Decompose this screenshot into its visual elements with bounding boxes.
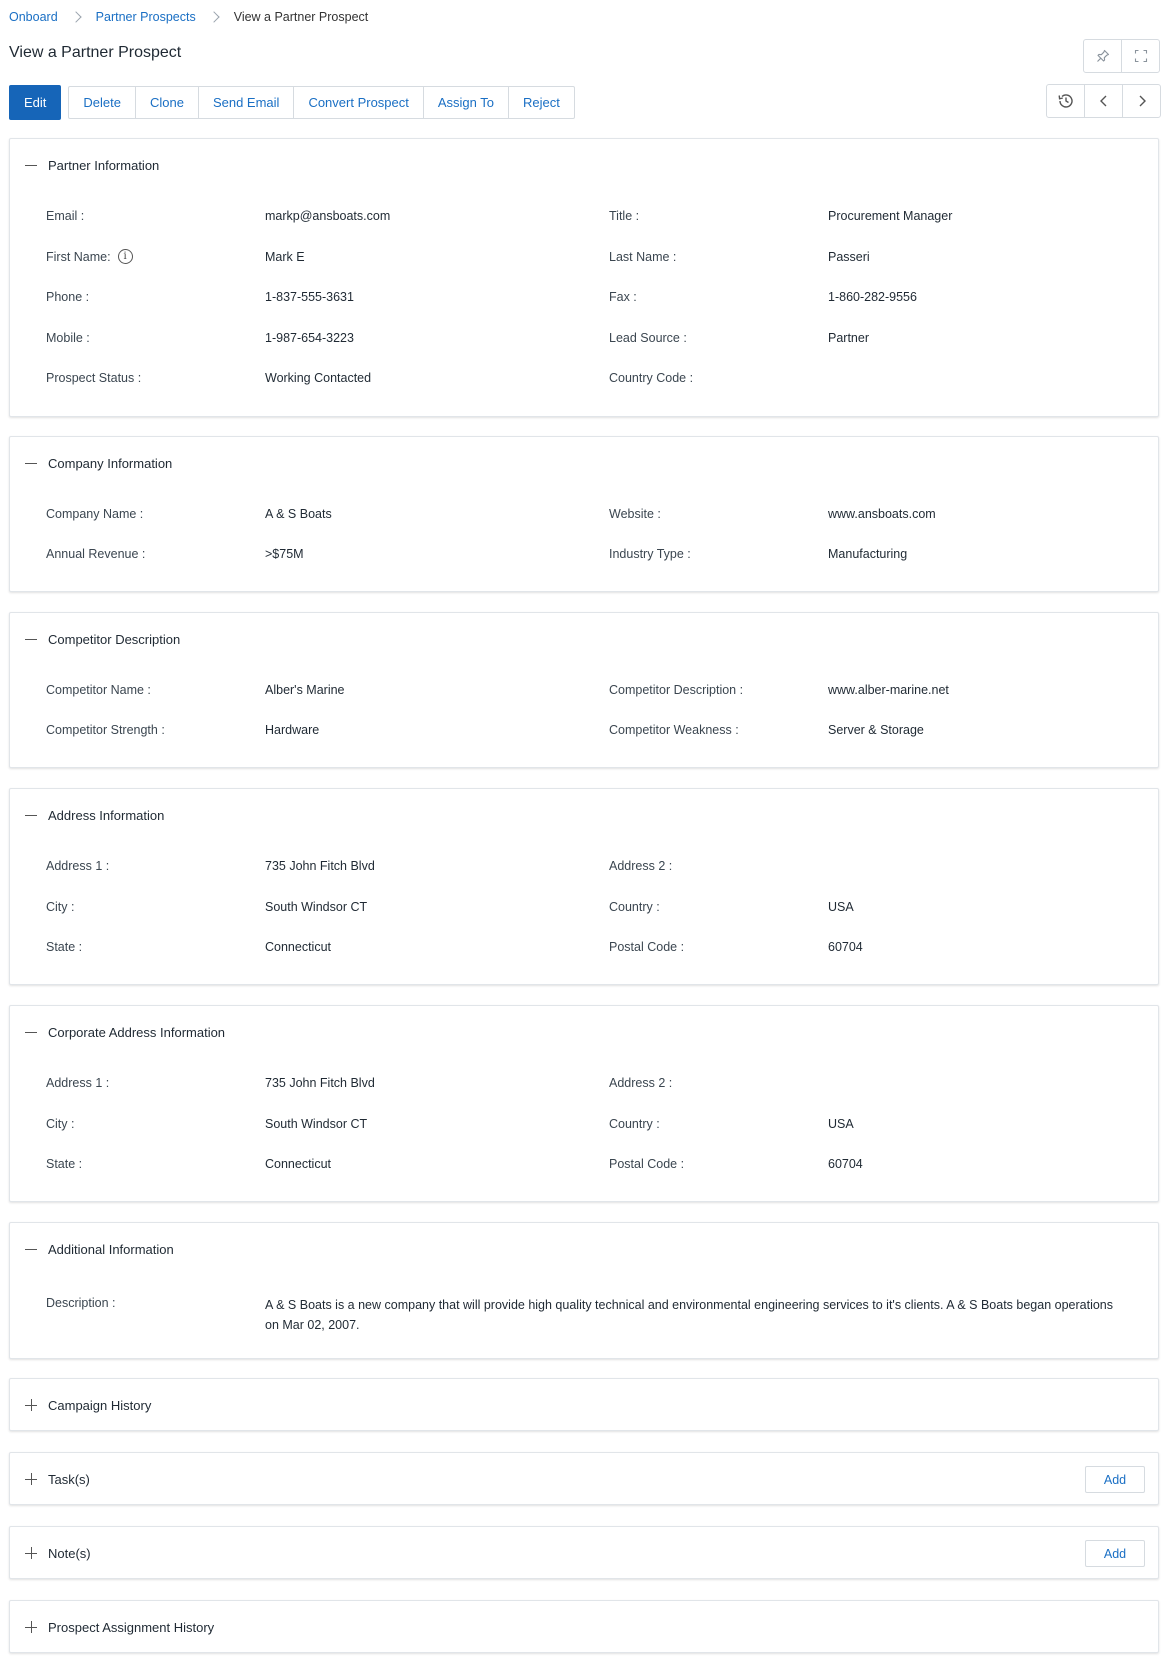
expand-icon (24, 1472, 38, 1486)
section-title: Competitor Description (48, 631, 181, 647)
field-label: Competitor Description : (609, 683, 744, 697)
field-label: Website : (609, 507, 661, 521)
collapse-icon (24, 456, 38, 470)
section-title: Corporate Address Information (48, 1024, 226, 1040)
company-name-value: A & S Boats (265, 507, 332, 521)
chevron-right-icon[interactable] (1122, 85, 1160, 117)
field-label: Annual Revenue : (46, 547, 146, 561)
corporate-postal-code-value: 60704 (828, 1157, 863, 1171)
corporate-address-section (9, 1005, 1159, 1202)
breadcrumb-partner-prospects[interactable]: Partner Prospects (95, 10, 196, 24)
prospect-status-value: Working Contacted (265, 371, 372, 385)
company-information-header[interactable] (24, 437, 172, 489)
fullscreen-icon[interactable] (1121, 40, 1159, 72)
section-title: Note(s) (48, 1545, 91, 1561)
mobile-value: 1-987-654-3223 (265, 331, 354, 345)
city-value: South Windsor CT (265, 900, 368, 914)
pin-icon[interactable] (1084, 40, 1121, 72)
field-label: Country : (609, 900, 660, 914)
prospect-assignment-history-header[interactable] (24, 1601, 214, 1653)
country-value: USA (828, 900, 854, 914)
breadcrumb-chevron-icon (72, 10, 82, 24)
competitor-strength-value: Hardware (265, 723, 320, 737)
edit-button[interactable]: Edit (9, 85, 61, 120)
breadcrumb (9, 8, 368, 26)
industry-type-value: Manufacturing (828, 547, 908, 561)
last-name-value: Passeri (828, 250, 870, 264)
description-value: A & S Boats is a new company that will provide high quality technical and environmental engineering services to it's clients. A & S Boats began operations on Mar 02, 2007. (265, 1298, 1114, 1332)
fax-value: 1-860-282-9556 (828, 290, 917, 304)
field-label: Address 1 : (46, 1076, 110, 1090)
corporate-country-value: USA (828, 1117, 854, 1131)
section-title: Company Information (48, 455, 173, 471)
collapse-icon (24, 808, 38, 822)
breadcrumb-chevron-icon (210, 10, 220, 24)
section-title: Additional Information (48, 1241, 174, 1257)
send-email-button[interactable]: Send Email (198, 87, 293, 118)
field-label: Address 1 : (46, 859, 110, 873)
field-label: Competitor Name : (46, 683, 151, 697)
competitor-description-value: www.alber-marine.net (828, 683, 949, 697)
phone-value: 1-837-555-3631 (265, 290, 354, 304)
field-label: Address 2 : (609, 859, 673, 873)
collapse-icon (24, 1025, 38, 1039)
section-title: Partner Information (48, 157, 160, 173)
collapse-icon (24, 632, 38, 646)
history-icon[interactable] (1047, 85, 1084, 117)
corporate-state-value: Connecticut (265, 1157, 332, 1171)
field-label: Industry Type : (609, 547, 691, 561)
action-button-group (68, 86, 574, 119)
info-icon[interactable]: i (118, 249, 133, 264)
field-label: Postal Code : (609, 1157, 685, 1171)
tasks-section (9, 1452, 1159, 1505)
expand-icon (24, 1546, 38, 1560)
annual-revenue-value: >$75M (265, 547, 304, 561)
additional-information-header[interactable] (24, 1223, 174, 1275)
collapse-icon (24, 158, 38, 172)
competitor-description-section (9, 612, 1159, 768)
state-value: Connecticut (265, 940, 332, 954)
address-information-header[interactable] (24, 789, 164, 841)
add-note-button[interactable]: Add (1085, 1540, 1145, 1567)
tasks-header[interactable] (24, 1453, 90, 1505)
additional-information-section (9, 1222, 1159, 1359)
first-name-label (46, 249, 133, 264)
page-title: View a Partner Prospect (9, 44, 182, 61)
field-label: Prospect Status : (46, 371, 142, 385)
website-value: www.ansboats.com (828, 507, 936, 521)
corporate-address-header[interactable] (24, 1006, 225, 1058)
field-label: Competitor Weakness : (609, 723, 739, 737)
field-label: City : (46, 1117, 75, 1131)
email-value: markp@ansboats.com (265, 209, 391, 223)
convert-prospect-button[interactable]: Convert Prospect (293, 87, 422, 118)
reject-button[interactable]: Reject (508, 87, 574, 118)
notes-section (9, 1526, 1159, 1579)
section-title: Prospect Assignment History (48, 1619, 215, 1635)
first-name-value: Mark E (265, 250, 305, 264)
delete-button[interactable]: Delete (83, 95, 121, 110)
add-task-button[interactable]: Add (1085, 1466, 1145, 1493)
field-label: First Name: (46, 249, 111, 264)
address-1-value: 735 John Fitch Blvd (265, 859, 375, 873)
clone-button[interactable]: Clone (135, 87, 198, 118)
field-label: Title : (609, 209, 640, 223)
partner-information-section (9, 138, 1159, 417)
lead-source-value: Partner (828, 331, 869, 345)
expand-icon (24, 1620, 38, 1634)
competitor-weakness-value: Server & Storage (828, 723, 924, 737)
expand-icon (24, 1398, 38, 1412)
field-label: City : (46, 900, 75, 914)
field-label: Last Name : (609, 250, 677, 264)
corporate-address-1-value: 735 John Fitch Blvd (265, 1076, 375, 1090)
field-label: Competitor Strength : (46, 723, 165, 737)
action-toolbar (9, 85, 575, 120)
competitor-name-value: Alber's Marine (265, 683, 345, 697)
field-label: Company Name : (46, 507, 144, 521)
prospect-assignment-history-section (9, 1600, 1159, 1653)
campaign-history-header[interactable] (24, 1379, 151, 1431)
breadcrumb-onboard[interactable]: Onboard (9, 10, 58, 24)
corporate-city-value: South Windsor CT (265, 1117, 368, 1131)
view-options-group (1083, 39, 1160, 73)
section-title: Address Information (48, 807, 165, 823)
section-title: Task(s) (48, 1471, 90, 1487)
field-label: Fax : (609, 290, 637, 304)
competitor-description-header[interactable] (24, 613, 180, 665)
field-label: Country Code : (609, 371, 694, 385)
chevron-left-icon[interactable] (1084, 85, 1122, 117)
collapse-icon (24, 1242, 38, 1256)
field-label: Address 2 : (609, 1076, 673, 1090)
notes-header[interactable] (24, 1527, 91, 1579)
field-label: State : (46, 1157, 83, 1171)
record-navigation-group (1046, 84, 1161, 118)
field-label: Email : (46, 209, 85, 223)
field-label: Phone : (46, 290, 90, 304)
field-label: State : (46, 940, 83, 954)
section-title: Campaign History (48, 1397, 152, 1413)
field-label: Lead Source : (609, 331, 687, 345)
breadcrumb-current: View a Partner Prospect (233, 10, 369, 24)
company-information-section (9, 436, 1159, 592)
assign-to-button[interactable]: Assign To (423, 87, 508, 118)
field-label: Description : (46, 1296, 116, 1310)
field-label: Postal Code : (609, 940, 685, 954)
postal-code-value: 60704 (828, 940, 863, 954)
campaign-history-section (9, 1378, 1159, 1431)
address-information-section (9, 788, 1159, 985)
field-label: Country : (609, 1117, 660, 1131)
title-value: Procurement Manager (828, 209, 953, 223)
partner-information-header[interactable] (24, 139, 159, 191)
field-label: Mobile : (46, 331, 90, 345)
